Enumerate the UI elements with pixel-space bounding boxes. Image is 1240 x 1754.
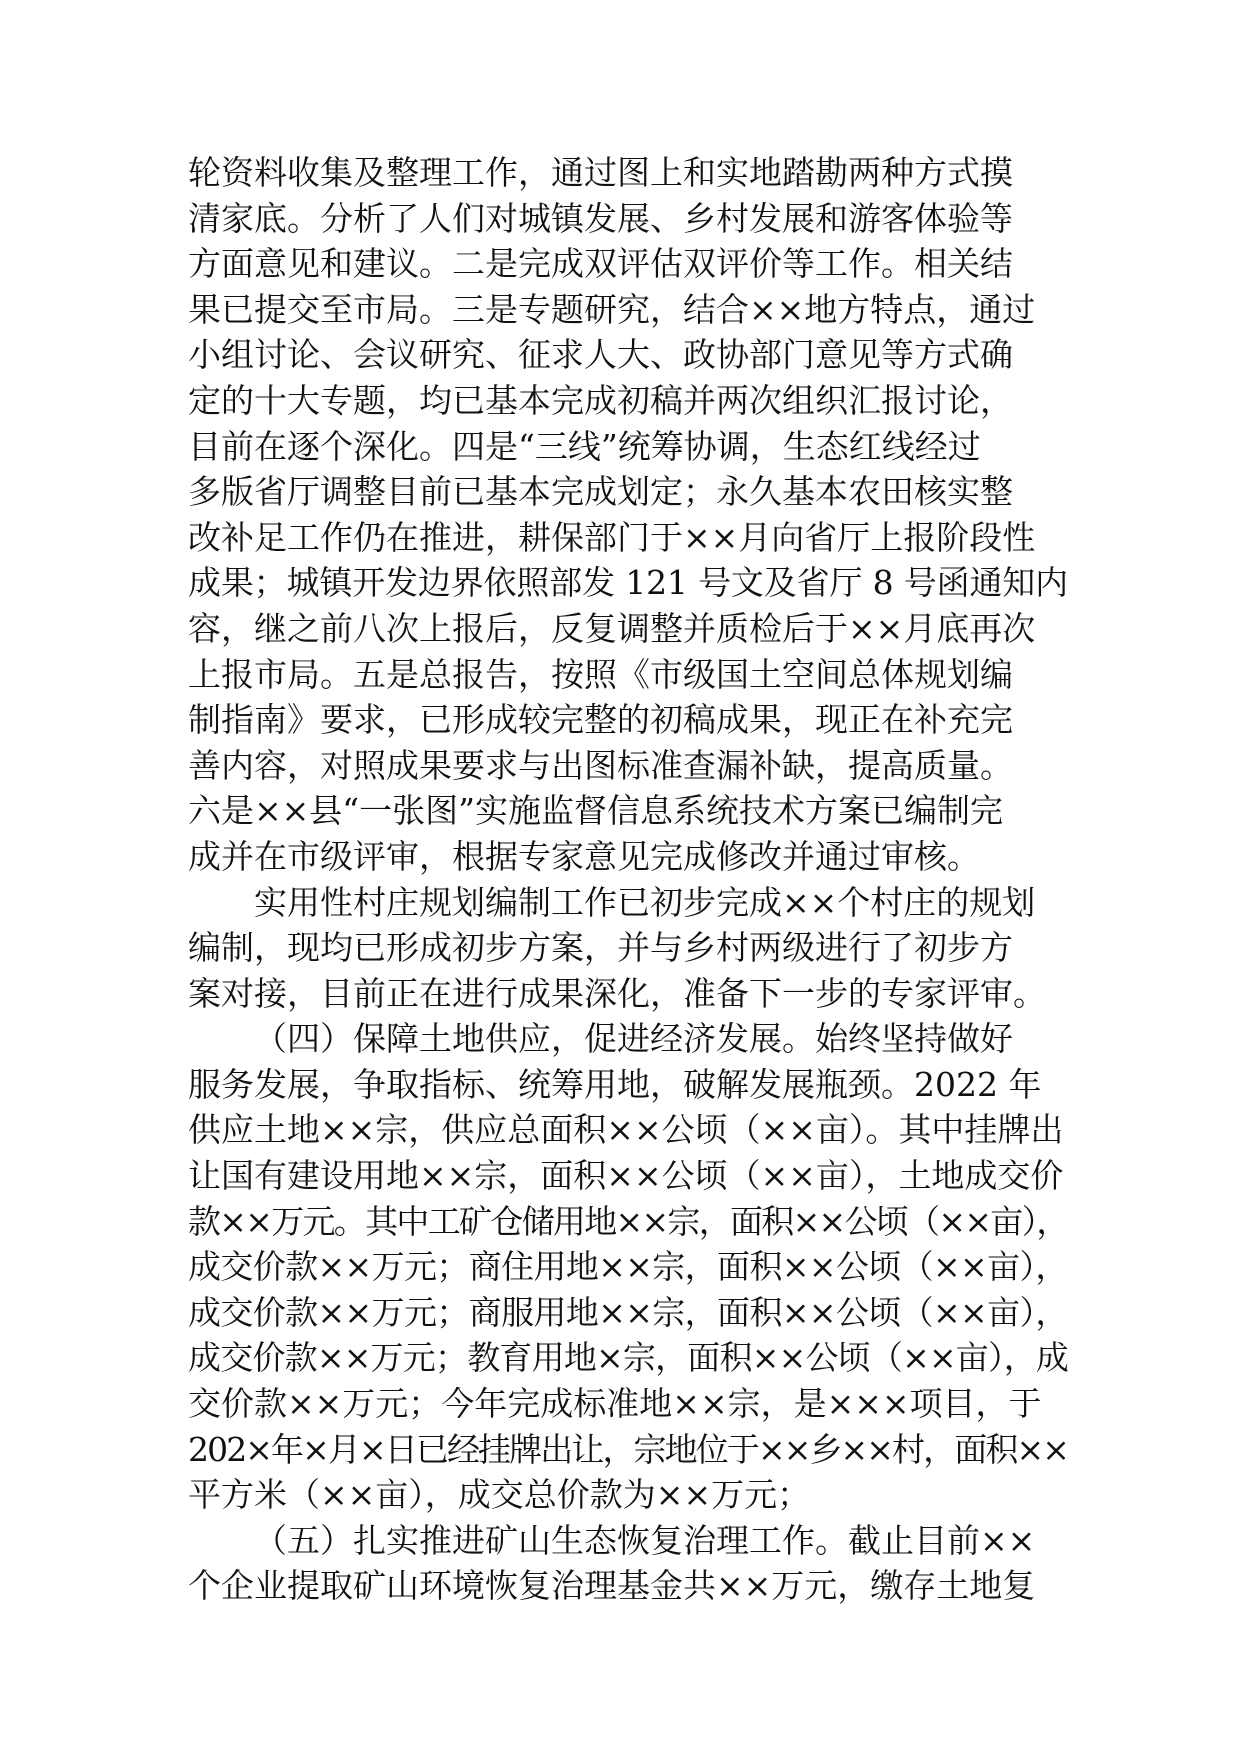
text-line: 多版省厅调整目前已基本完成划定；永久基本农田核实整 <box>188 472 1013 512</box>
text-line: 果已提交至市局。三是专题研究，结合××地方特点，通过 <box>188 289 1036 329</box>
text-line: 成交价款××万元；商住用地××宗，面积××公顷（××亩）， <box>188 1247 1068 1287</box>
text-line: 成交价款××万元；教育用地×宗，面积××公顷（××亩），成 <box>188 1338 1069 1378</box>
text-line: 改补足工作仍在推进，耕保部门于××月向省厅上报阶段性 <box>188 517 1036 557</box>
text-line: 成并在市级评审，根据专家意见完成修改并通过审核。 <box>188 836 980 876</box>
text-line: 定的十大专题，均已基本完成初稿并两次组织汇报讨论， <box>188 380 1013 420</box>
text-line: 制指南》要求，已形成较完整的初稿成果，现正在补充完 <box>188 700 1013 740</box>
text-line: 案对接，目前正在进行成果深化，准备下一步的专家评审。 <box>188 973 1046 1013</box>
text-line: 小组讨论、会议研究、征求人大、政协部门意见等方式确 <box>188 335 1013 375</box>
text-line: 目前在逐个深化。四是“三线”统筹协调，生态红线经过 <box>188 426 981 466</box>
text-line: 平方米（××亩），成交总价款为××万元； <box>188 1475 811 1515</box>
text-line: 交价款××万元；今年完成标准地××宗，是×××项目，于 <box>188 1384 1042 1424</box>
paragraph <box>188 150 1068 880</box>
text-line: 容，继之前八次上报后，反复调整并质检后于××月底再次 <box>188 608 1036 648</box>
text-line: 个企业提取矿山环境恢复治理基金共××万元，缴存土地复 <box>188 1566 1036 1606</box>
text-line: 款××万元。其中工矿仓储用地××宗，面积××公顷（××亩）， <box>188 1201 1068 1241</box>
paragraph <box>188 1016 1068 1518</box>
paragraph <box>188 880 1068 1017</box>
text-line: （四）保障土地供应，促进经济发展。始终坚持做好 <box>254 1019 1013 1059</box>
text-line: 方面意见和建议。二是完成双评估双评价等工作。相关结 <box>188 244 1013 284</box>
paragraph <box>188 1518 1068 1609</box>
text-line: 善内容，对照成果要求与出图标准查漏补缺，提高质量。 <box>188 745 1013 785</box>
text-line: 让国有建设用地××宗，面积××公顷（××亩），土地成交价 <box>188 1156 1064 1196</box>
text-line: 清家底。分析了人们对城镇发展、乡村发展和游客体验等 <box>188 198 1013 238</box>
text-line: （五）扎实推进矿山生态恢复治理工作。截止目前×× <box>254 1520 1036 1560</box>
text-line: 实用性村庄规划编制工作已初步完成××个村庄的规划 <box>254 882 1036 922</box>
text-line: 202×年×月×日已经挂牌出让，宗地位于××乡××村，面积×× <box>188 1429 1068 1469</box>
text-line: 编制，现均已形成初步方案，并与乡村两级进行了初步方 <box>188 928 1013 968</box>
text-line: 轮资料收集及整理工作，通过图上和实地踏勘两种方式摸 <box>188 153 1013 192</box>
text-line: 供应土地××宗，供应总面积××公顷（××亩）。其中挂牌出 <box>188 1110 1064 1150</box>
text-line: 服务发展，争取指标、统筹用地，破解发展瓶颈。2022 年 <box>188 1064 1042 1104</box>
text-line: 六是××县“一张图”实施监督信息系统技术方案已编制完 <box>188 791 1004 831</box>
text-line: 成交价款××万元；商服用地××宗，面积××公顷（××亩）， <box>188 1292 1068 1332</box>
body-text <box>188 150 1068 1609</box>
text-line: 成果；城镇开发边界依照部发 121 号文及省厅 8 号函通知内 <box>188 563 1068 603</box>
text-line: 上报市局。五是总报告，按照《市级国土空间总体规划编 <box>188 654 1013 694</box>
